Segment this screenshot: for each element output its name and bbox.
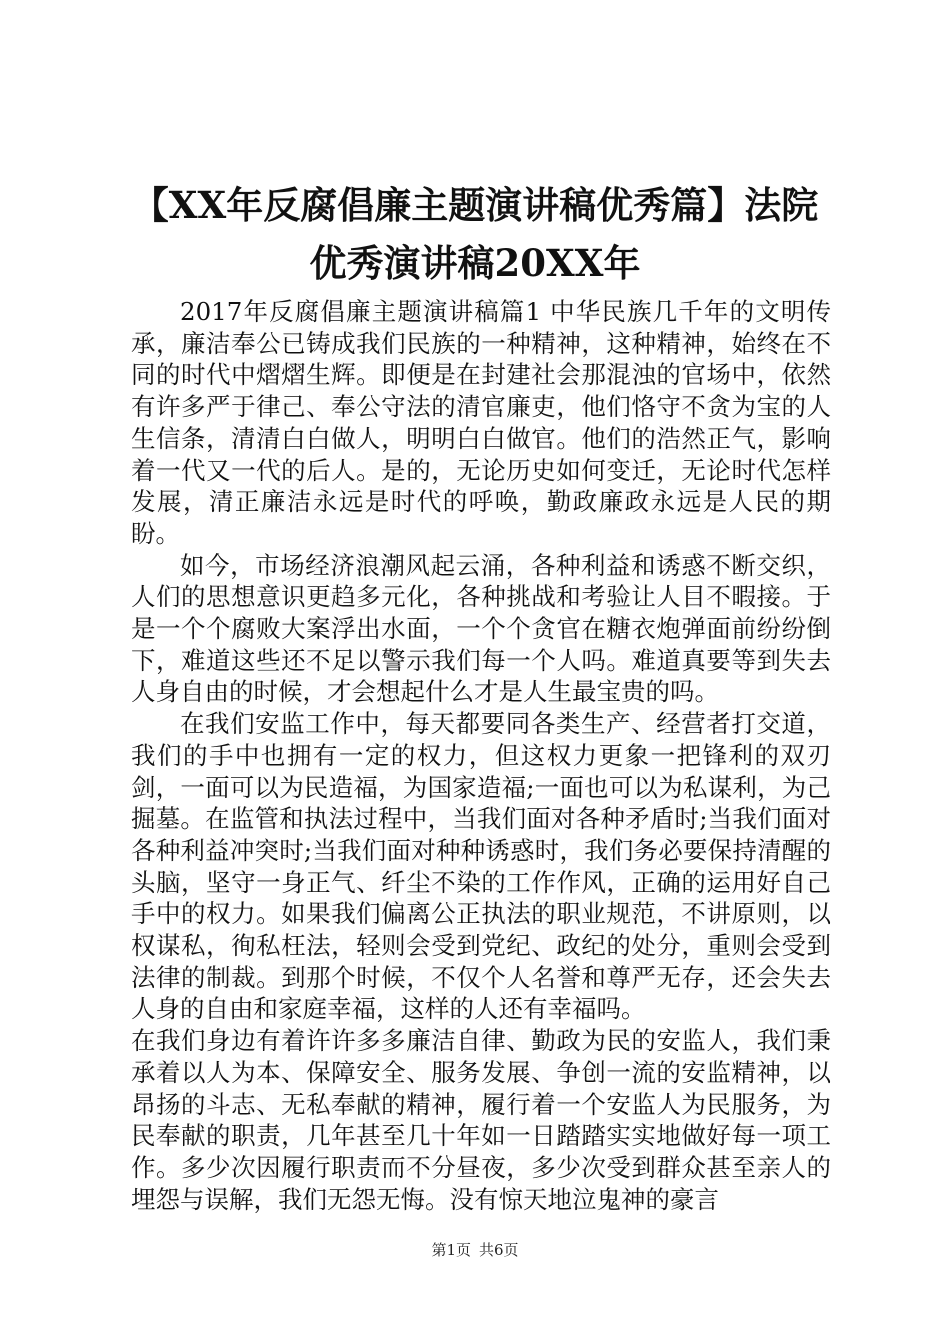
page-number: 第1页 — [431, 1241, 471, 1259]
document-body — [131, 296, 831, 1215]
page-total: 共6页 — [479, 1241, 519, 1259]
paragraph-3: 在我们安监工作中，每天都要同各类生产、经营者打交道，我们的手中也拥有一定的权力，但这权力更象一把锋利的双刃剑，一面可以为民造福，为国家造福;一面也可以为私谋利，为己掘墓。在监管和执法过程中，当我们面对各种矛盾时;当我们面对各种利益冲突时;当我们面对种种诱惑时，我们务必要保持清醒的头脑，坚守一身正气、纤尘不染的工作作风，正确的运用好自己手中的权力。如果我们偏离公正执法的职业规范，不讲原则，以权谋私，徇私枉法，轻则会受到党纪、政纪的处分，重则会受到法律的制裁。到那个时候，不仅个人名誉和尊严无存，还会失去人身的自由和家庭幸福，这样的人还有幸福吗。 — [131, 709, 831, 1024]
paragraph-1: 2017年反腐倡廉主题演讲稿篇1 中华民族几千年的文明传承，廉洁奉公已铸成我们民族的一种精神，这种精神，始终在不同的时代中熠熠生辉。即便是在封建社会那混浊的官场中，依然有许多严于律己、奉公守法的清官廉吏，他们恪守不贪为宝的人生信条，清清白白做人，明明白白做官。他们的浩然正气，影响着一代又一代的后人。是的，无论历史如何变迁，无论时代怎样发展，清正廉洁永远是时代的呼唤，勤政廉政永远是人民的期盼。 — [131, 297, 831, 548]
page-footer — [0, 1240, 950, 1260]
paragraph-4: 在我们身边有着许许多多廉洁自律、勤政为民的安监人，我们秉承着以人为本、保障安全、服务发展、争创一流的安监精神，以昂扬的斗志、无私奉献的精神，履行着一个安监人为民服务，为民奉献的职责，几年甚至几十年如一日踏踏实实地做好每一项工作。多少次因履行职责而不分昼夜，多少次受到群众甚至亲人的埋怨与误解，我们无怨无悔。没有惊天地泣鬼神的豪言 — [131, 1026, 831, 1214]
document-title: 【XX年反腐倡廉主题演讲稿优秀篇】法院优秀演讲稿20XX年 — [131, 183, 819, 285]
paragraph-2: 如今，市场经济浪潮风起云涌，各种利益和诱惑不断交织，人们的思想意识更趋多元化，各种挑战和考验让人目不暇接。于是一个个腐败大案浮出水面，一个个贪官在糖衣炮弹面前纷纷倒下，难道这些还不足以警示我们每一个人吗。难道真要等到失去人身自由的时候，才会想起什么才是人生最宝贵的吗。 — [131, 550, 831, 707]
